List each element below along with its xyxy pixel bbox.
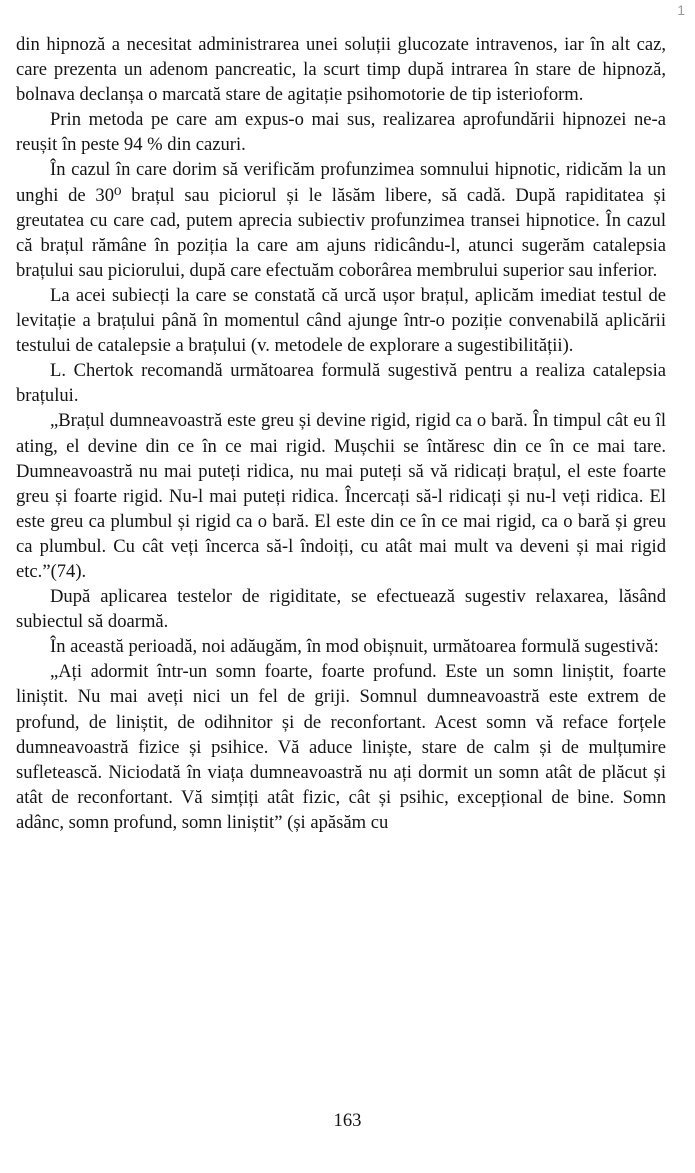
paragraph: La acei subiecți la care se constată că urcă ușor brațul, aplicăm imediat testul de levitație a brațului până în momentul când ajunge într-o poziție convenabilă aplicării testului de catalepsie a brațului (v. metodele de explorare a sugestibilității). <box>16 284 666 357</box>
paragraph: din hipnoză a necesitat administrarea unei soluții glucozate intravenos, iar în alt caz, care prezenta un adenom pancreatic, la scurt timp după intrarea în stare de hipnoză, bolnava declanșa o marcată stare de agitație psihomotorie de tip isterioform. <box>16 34 666 106</box>
paragraph: În această perioadă, noi adăugăm, în mod obișnuit, următoarea formulă sugestivă: <box>50 636 659 658</box>
paragraph: După aplicarea testelor de rigiditate, se efectuează sugestiv relaxarea, lăsând subiectul să doarmă. <box>16 586 666 633</box>
paragraph: În cazul în care dorim să verificăm profunzimea somnului hipnotic, ridicăm la un unghi de 30⁰ brațul sau piciorul și le lăsăm libere, să cadă. După rapiditatea și greutatea cu care cad, putem aprecia subiectiv profunzimea transei hipnotice. În cazul că brațul rămâne în poziția la care am ajuns ridicându-l, atunci sugerăm catalepsia brațului sau piciorului, după care efectuăm coborârea membrului superior sau inferior. <box>16 159 666 281</box>
quotation-paragraph: „Brațul dumneavoastră este greu și devine rigid, rigid ca o bară. În timpul cât eu îl ating, el devine din ce în ce mai rigid. Mușchii se întăresc din ce în ce mai tare. Dumneavoastră nu mai puteți ridica, nu mai puteți să vă ridicați brațul, el este foarte greu și foarte rigid. Nu-l mai puteți ridica. Încercați să-l ridicați și nu-l veți ridica. El este greu ca plumbul și rigid ca o bară. El este din ce în ce mai rigid, ca o bară și greu ca plumbul. Cu cât veți încerca să-l îndoiți, cu atât mai mult va deveni și mai rigid etc.”(74). <box>16 410 666 582</box>
paragraph: Prin metoda pe care am expus-o mai sus, realizarea aprofundării hipnozei ne-a reușit în peste 94 % din cazuri. <box>16 109 666 156</box>
quotation-paragraph: „Ați adormit într-un somn foarte, foarte profund. Este un somn liniștit, foarte liniștit. Nu mai aveți nici un fel de griji. Somnul dumneavoastră este extrem de profund, de liniștit, de odihnitor și de reconfortant. Acest somn vă reface forțele dumneavoastră fizice și psihice. Vă aduce liniște, stare de calm și de mulțumire sufletească. Niciodată în viața dumneavoastră nu ați dormit un somn atât de plăcut și atât de reconfortant. Vă simțiți atât fizic, cât și psihic, excepțional de bine. Somn adânc, somn profund, somn liniștit” (și apăsăm cu <box>16 661 666 833</box>
page-number: 163 <box>333 1110 362 1131</box>
body-text <box>16 32 666 835</box>
paragraph: L. Chertok recomandă următoarea formulă sugestivă pentru a realiza catalepsia brațului. <box>16 360 666 407</box>
corner-mark: 1 <box>677 2 685 18</box>
